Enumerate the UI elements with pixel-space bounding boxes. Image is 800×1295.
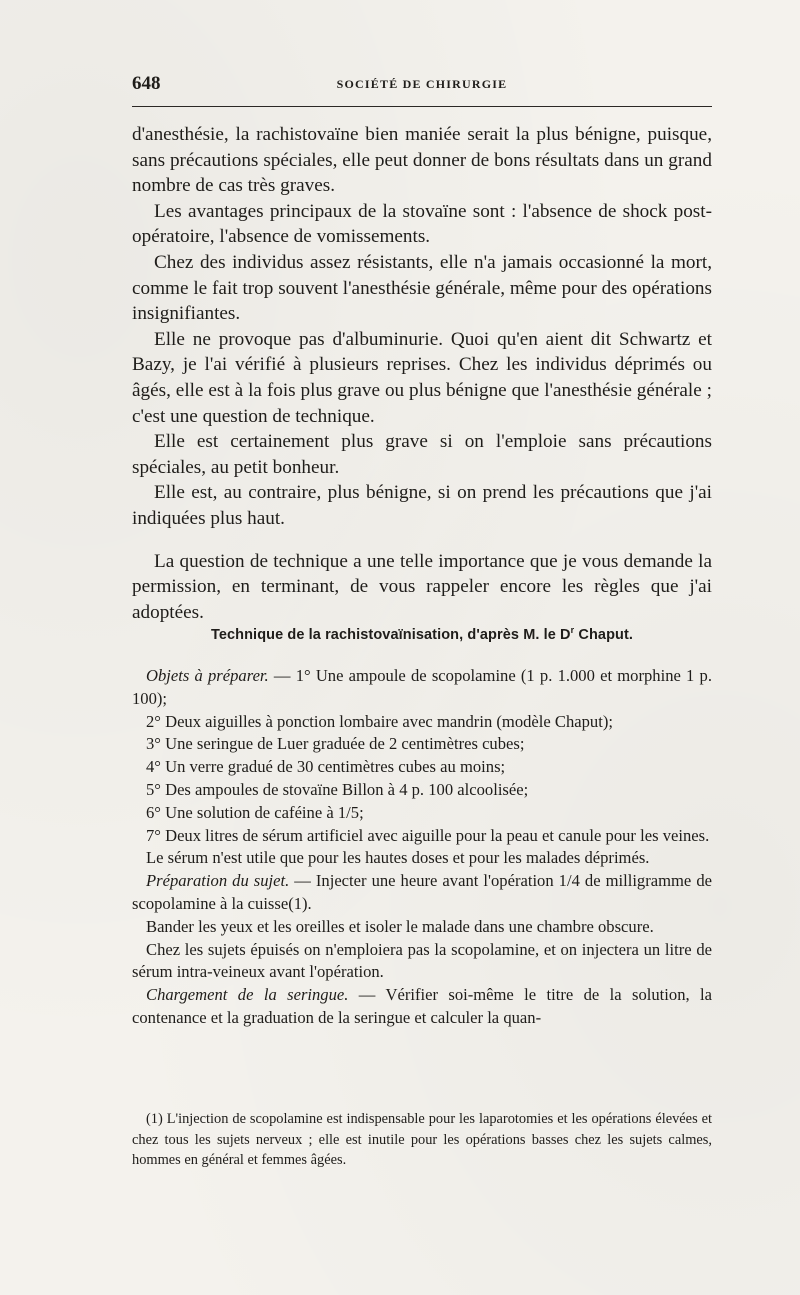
paragraph-albuminuria: Elle ne provoque pas d'albuminurie. Quoi qu'en aient dit Schwartz et Bazy, je l'ai vérifié à plusieurs reprises. Chez les individus déprimés ou âgés, elle est à la fois plus grave ou plus bénigne que l'anesthésie générale ; c'est une question de technique. — [132, 328, 712, 427]
paragraph-continuation: d'anesthésie, la rachistovaïne bien maniée serait la plus bénigne, puisque, sans précautions spéciales, elle peut donner de bons résultats dans un grand nombre de cas très graves. — [132, 124, 712, 197]
preparation-label: Préparation du sujet. — [146, 871, 290, 891]
objets-text: — 1° Une ampoule de scopolamine (1 p. 1.000 et morphine 1 p. 100); — [132, 666, 712, 708]
paragraph-resistant-individuals: Chez des individus assez résistants, elle n'a jamais occasionné la mort, comme le fait trop souvent l'anesthésie générale, même pour des opérations insignifiantes. — [132, 251, 712, 325]
paragraph-gap — [132, 532, 712, 549]
section-heading — [132, 627, 712, 643]
bander-paragraph: Bander les yeux et les oreilles et isoler le malade dans une chambre obscure. — [146, 916, 654, 936]
serum-note: Le sérum n'est utile que pour les hautes doses et pour les malades déprimés. — [146, 848, 650, 868]
section-heading-superscript: r — [570, 625, 575, 636]
preparation-text: — Injecter une heure avant l'opération 1/4 de milligramme de scopolamine à la cuisse(1). — [132, 871, 712, 913]
preparation-paragraph — [132, 870, 712, 916]
objets-paragraph — [132, 665, 712, 711]
section-heading-prefix: Technique de la rachistovaïnisation, d'après M. le D — [210, 627, 571, 643]
list-item: 5° Des ampoules de stovaïne Billon à 4 p. 100 alcoolisée; — [146, 779, 529, 799]
paragraph-advantages: Les avantages principaux de la stovaïne sont : l'absence de shock post-opératoire, l'absence de vomissements. — [132, 200, 712, 248]
footnote — [132, 1109, 712, 1171]
paragraph-more-serious: Elle est certainement plus grave si on l'emploie sans précautions spéciales, au petit bonheur. — [132, 431, 712, 478]
page-header — [132, 73, 712, 101]
list-item: 2° Deux aiguilles à ponction lombaire avec mandrin (modèle Chaput); — [146, 711, 613, 731]
list-item: 3° Une seringue de Luer graduée de 2 centimètres cubes; — [146, 734, 525, 754]
running-head: SOCIÉTÉ DE CHIRURGIE — [336, 77, 508, 91]
page-number: 648 — [132, 73, 161, 94]
section-heading-suffix: Chaput. — [574, 627, 634, 643]
objets-label: Objets à préparer. — [146, 666, 269, 685]
footnote-text: (1) L'injection de scopolamine est indispensable pour les laparotomies et les opérations élevées et chez tous les sujets nerveux ; elle est inutile pour les opérations basses chez les sujets calmes, hommes en général et femmes âgées. — [132, 1111, 712, 1169]
technique-text — [132, 665, 712, 1030]
header-rule — [132, 106, 712, 107]
list-item: 7° Deux litres de sérum artificiel avec aiguille pour la peau et canule pour les veines. — [146, 825, 710, 845]
exhausted-subjects-paragraph: Chez les sujets épuisés on n'emploiera pas la scopolamine, et on injectera un litre de sérum intra-veineux avant l'opération. — [132, 939, 712, 982]
list-item: 6° Une solution de caféine à 1/5; — [146, 802, 364, 822]
main-text — [132, 122, 712, 625]
paragraph-more-benign: Elle est, au contraire, plus bénigne, si on prend les précautions que j'ai indiquées plus haut. — [132, 482, 712, 529]
list-item: 4° Un verre gradué de 30 centimètres cubes au moins; — [146, 757, 506, 777]
paragraph-technique-question: La question de technique a une telle importance que je vous demande la permission, en terminant, de vous rappeler encore les règles que j'ai adoptées. — [132, 550, 712, 623]
chargement-paragraph — [132, 984, 712, 1030]
chargement-label: Chargement de la seringue. — [146, 985, 349, 1005]
chargement-text: — Vérifier soi-même le titre de la solution, la contenance et la graduation de la seringue et calculer la quan- — [132, 985, 712, 1027]
